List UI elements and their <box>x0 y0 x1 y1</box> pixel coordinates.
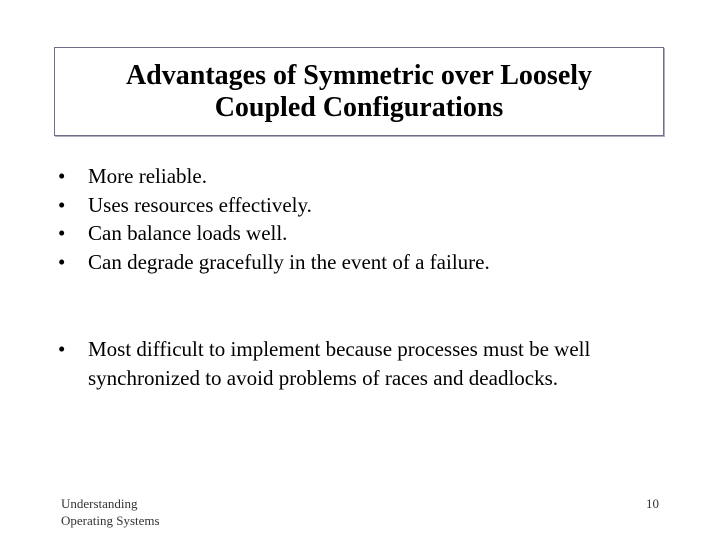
slide-title-line-1: Advantages of Symmetric over Loosely <box>125 59 593 91</box>
bullet-text: Can balance loads well. <box>88 221 288 245</box>
bullet-item <box>58 248 490 277</box>
bullet-item <box>58 191 490 220</box>
bullet-list-secondary <box>58 335 638 392</box>
slide-title-line-2: Coupled Configurations <box>214 91 504 123</box>
footer-course-line-1: Understanding <box>61 496 138 511</box>
bullet-item <box>58 219 490 248</box>
bullet-text: Uses resources effectively. <box>88 192 312 217</box>
bullet-text: Can degrade gracefully in the event of a failure. <box>88 249 490 274</box>
bullet-text: More reliable. <box>88 164 207 188</box>
bullet-item <box>58 162 490 191</box>
bullet-item <box>58 335 638 392</box>
bullet-icon: • <box>58 249 66 274</box>
bullet-text: Most difficult to implement because processes must be well synchronized to avoid problems of races and deadlocks. <box>88 337 591 390</box>
bullet-icon: • <box>58 192 66 217</box>
footer-course-line-2: Operating Systems <box>61 513 160 528</box>
bullet-icon: • <box>58 221 66 245</box>
footer-course-name <box>61 495 160 529</box>
bullet-list <box>58 162 490 276</box>
bullet-icon: • <box>58 337 66 361</box>
slide-title-box <box>54 47 664 136</box>
page-number: 10 <box>646 496 659 511</box>
bullet-icon: • <box>58 164 66 188</box>
